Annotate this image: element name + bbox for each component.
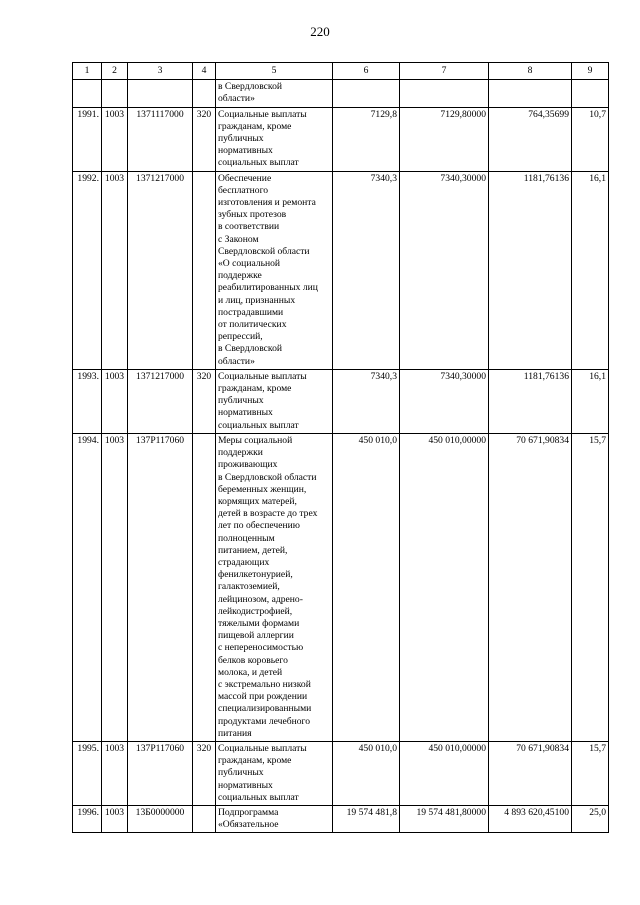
column-header: 1 <box>73 63 102 80</box>
plan-amount-cell: 7340,3 <box>333 171 400 369</box>
executed-amount-cell: 4 893 620,45100 <box>489 805 572 832</box>
table-row <box>73 107 609 171</box>
budget-table <box>72 62 609 833</box>
table-row <box>73 805 609 832</box>
section-code-cell: 1003 <box>102 741 128 805</box>
section-code-cell: 1003 <box>102 433 128 741</box>
plan-amount-cell: 450 010,0 <box>333 433 400 741</box>
executed-amount-cell: 70 671,90834 <box>489 741 572 805</box>
percent-cell: 15,7 <box>572 741 609 805</box>
expense-type-cell <box>193 171 216 369</box>
table-row <box>73 433 609 741</box>
executed-amount-cell: 1181,76136 <box>489 171 572 369</box>
table-header-row <box>73 63 609 80</box>
column-header: 6 <box>333 63 400 80</box>
row-number-cell: 1992. <box>73 171 102 369</box>
description-cell: Меры социальной поддержки проживающих в Свердловской области беременных женщин, кормящих матерей, детей в возрасте до трех лет по обеспечению полноценным питанием, детей, страдающих фенилкетонурией, галактоземией, лейцинозом, адрено- лейкодистрофией, тяжелыми формами пищевой аллергии с непереносимостью белков коровьего молока, и детей с экстремально низкой массой при рождении специализированными продуктами лечебного питания <box>216 433 333 741</box>
amended-amount-cell: 450 010,00000 <box>400 433 489 741</box>
expense-type-cell <box>193 805 216 832</box>
plan-amount-cell: 19 574 481,8 <box>333 805 400 832</box>
section-code-cell: 1003 <box>102 107 128 171</box>
description-cell: Социальные выплаты гражданам, кроме публичных нормативных социальных выплат <box>216 369 333 433</box>
column-header: 2 <box>102 63 128 80</box>
section-code-cell: 1003 <box>102 805 128 832</box>
percent-cell: 16,1 <box>572 369 609 433</box>
table-row <box>73 80 609 107</box>
description-cell: Социальные выплаты гражданам, кроме публичных нормативных социальных выплат <box>216 107 333 171</box>
description-cell: Социальные выплаты гражданам, кроме публичных нормативных социальных выплат <box>216 741 333 805</box>
column-header: 4 <box>193 63 216 80</box>
row-number-cell: 1991. <box>73 107 102 171</box>
table-row <box>73 369 609 433</box>
section-code-cell: 1003 <box>102 369 128 433</box>
percent-cell: 25,0 <box>572 805 609 832</box>
section-code-cell: 1003 <box>102 171 128 369</box>
executed-amount-cell: 1181,76136 <box>489 369 572 433</box>
amended-amount-cell: 7129,80000 <box>400 107 489 171</box>
percent-cell: 15,7 <box>572 433 609 741</box>
row-number-cell <box>73 80 102 107</box>
amended-amount-cell <box>400 80 489 107</box>
expense-type-cell: 320 <box>193 369 216 433</box>
target-code-cell: 137Р117060 <box>128 433 193 741</box>
plan-amount-cell: 450 010,0 <box>333 741 400 805</box>
target-code-cell <box>128 80 193 107</box>
percent-cell: 10,7 <box>572 107 609 171</box>
expense-type-cell <box>193 80 216 107</box>
plan-amount-cell <box>333 80 400 107</box>
column-header: 7 <box>400 63 489 80</box>
amended-amount-cell: 7340,30000 <box>400 369 489 433</box>
description-cell: в Свердловской области» <box>216 80 333 107</box>
target-code-cell: 1371217000 <box>128 369 193 433</box>
amended-amount-cell: 19 574 481,80000 <box>400 805 489 832</box>
executed-amount-cell <box>489 80 572 107</box>
description-cell: Подпрограмма «Обязательное <box>216 805 333 832</box>
target-code-cell: 1371217000 <box>128 171 193 369</box>
percent-cell <box>572 80 609 107</box>
column-header: 8 <box>489 63 572 80</box>
column-header: 9 <box>572 63 609 80</box>
target-code-cell: 13Б0000000 <box>128 805 193 832</box>
description-cell: Обеспечение бесплатного изготовления и ремонта зубных протезов в соответствии с Законом Свердловской области «О социальной поддержке реабилитированных лиц и лиц, признанных пострадавшими от политических репрессий, в Свердловской области» <box>216 171 333 369</box>
page-number: 220 <box>310 24 330 39</box>
expense-type-cell: 320 <box>193 741 216 805</box>
column-header: 3 <box>128 63 193 80</box>
row-number-cell: 1994. <box>73 433 102 741</box>
row-number-cell: 1995. <box>73 741 102 805</box>
executed-amount-cell: 764,35699 <box>489 107 572 171</box>
table-row <box>73 171 609 369</box>
target-code-cell: 1371117000 <box>128 107 193 171</box>
table-row <box>73 741 609 805</box>
row-number-cell: 1996. <box>73 805 102 832</box>
target-code-cell: 137Р117060 <box>128 741 193 805</box>
expense-type-cell <box>193 433 216 741</box>
row-number-cell: 1993. <box>73 369 102 433</box>
percent-cell: 16,1 <box>572 171 609 369</box>
plan-amount-cell: 7340,3 <box>333 369 400 433</box>
amended-amount-cell: 450 010,00000 <box>400 741 489 805</box>
executed-amount-cell: 70 671,90834 <box>489 433 572 741</box>
column-header: 5 <box>216 63 333 80</box>
plan-amount-cell: 7129,8 <box>333 107 400 171</box>
expense-type-cell: 320 <box>193 107 216 171</box>
amended-amount-cell: 7340,30000 <box>400 171 489 369</box>
section-code-cell <box>102 80 128 107</box>
